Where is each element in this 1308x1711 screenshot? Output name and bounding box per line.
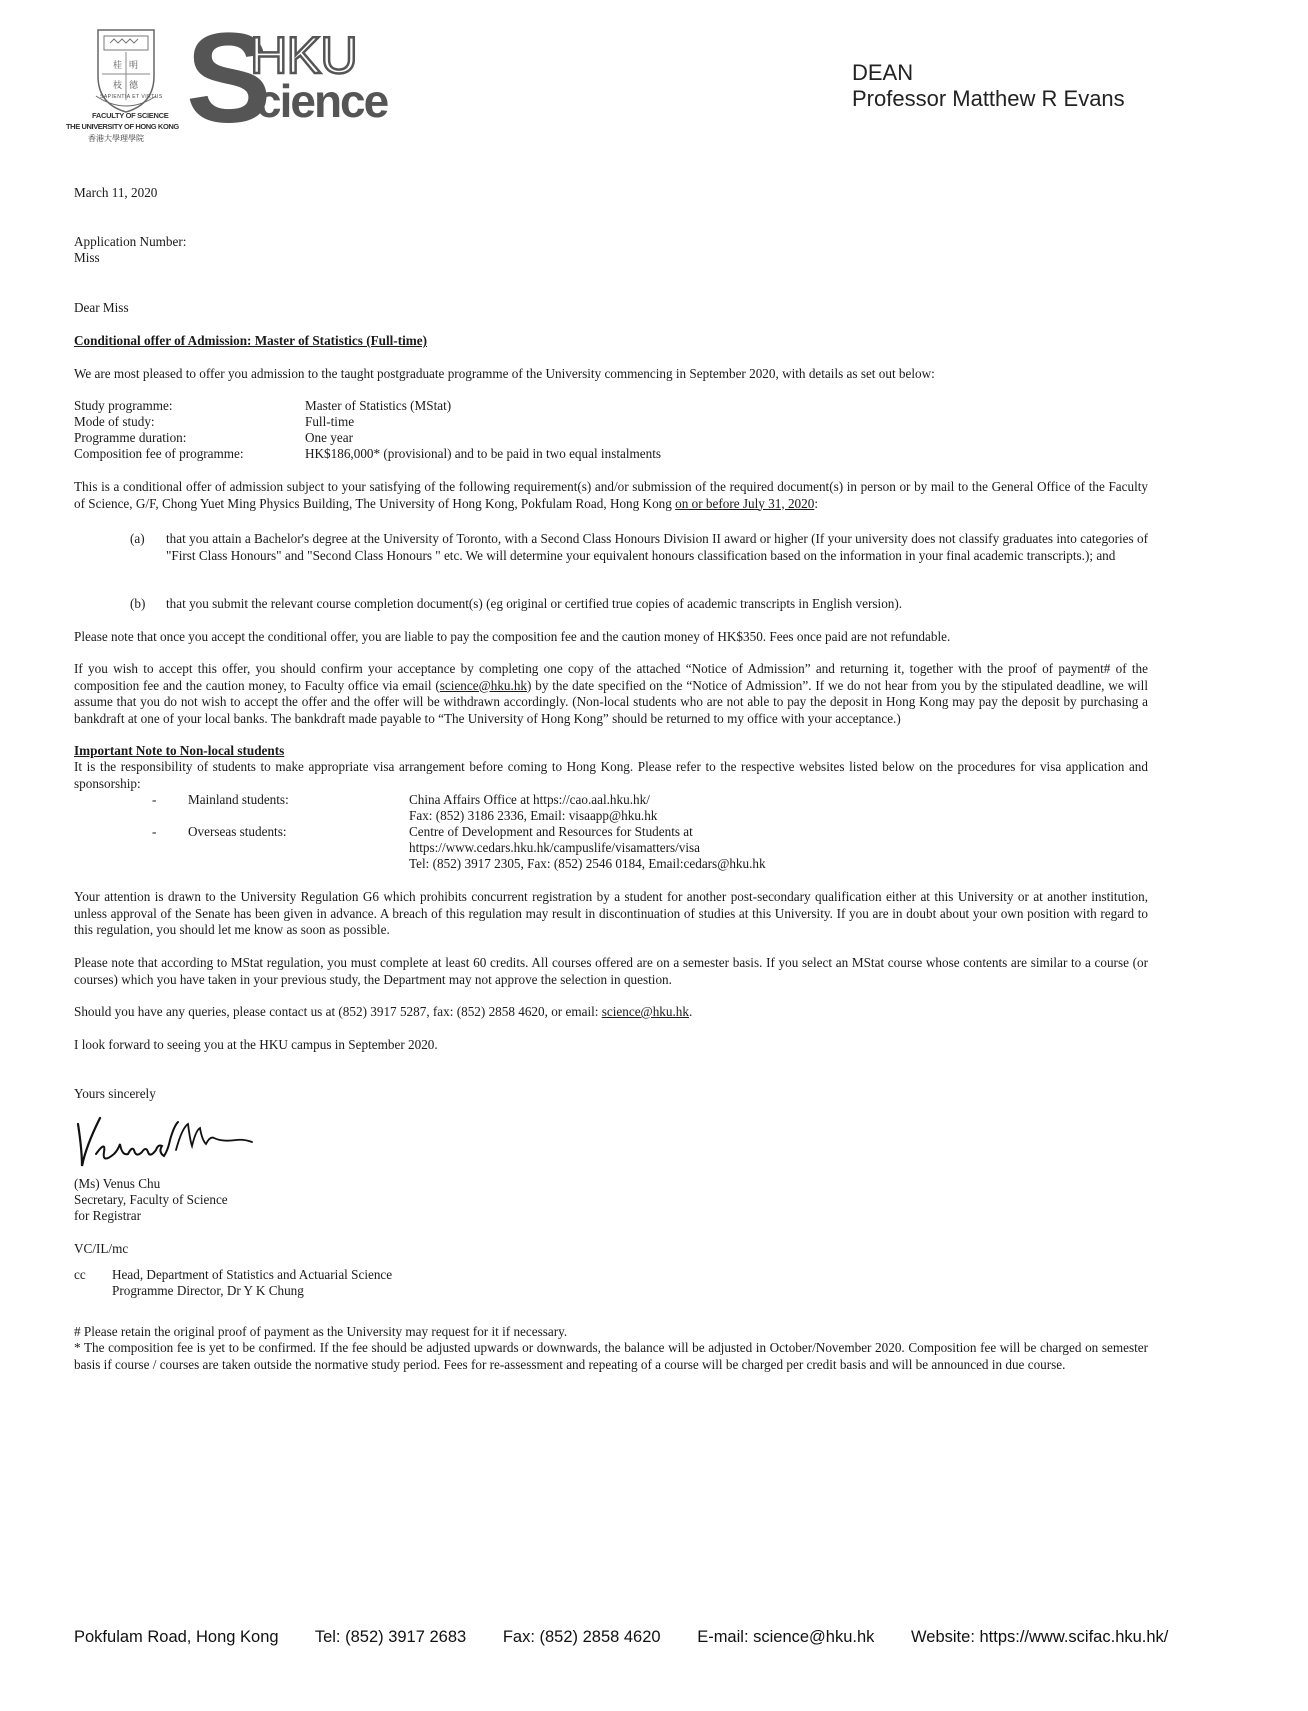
- crest-icon: [66, 26, 186, 116]
- crest-caption-university: THE UNIVERSITY OF HONG KONG: [66, 122, 179, 131]
- logo-big-s: S: [186, 7, 272, 150]
- visa-dash: -: [152, 792, 157, 807]
- salutation: Dear Miss: [74, 300, 129, 315]
- detail-value: Full-time: [305, 414, 355, 429]
- footer-website: Website: https://www.scifac.hku.hk/: [911, 1628, 1169, 1646]
- detail-value: HK$186,000* (provisional) and to be paid in two equal instalments: [305, 446, 662, 461]
- crest-motto: SAPIENTIA ET VIRTUS: [100, 94, 163, 100]
- dean-title: DEAN: [852, 60, 914, 85]
- visa-label-overseas: Overseas students:: [188, 824, 287, 839]
- nonlocal-text: It is the responsibility of students to make appropriate visa arrangement before coming to Hong Kong. Please refer to the respective websites listed below on the procedures for visa application and sponsorship:: [74, 759, 1148, 791]
- condition-intro: This is a conditional offer of admission subject to your satisfying of the following requirement(s) and/or submission of the required document(s) in person or by mail to the General Office of the Faculty of Science, G/F, Chong Yuet Ming Physics Building, The University of Hong Kong, Pokfulam Road, Hong Kong on or before July 31, 2020:: [74, 479, 1148, 511]
- nonlocal-heading: Important Note to Non-local students: [74, 743, 285, 758]
- dean-block: [852, 60, 1125, 112]
- sign-off: Yours sincerely: [74, 1086, 156, 1101]
- footnote-hash: # Please retain the original proof of payment as the University may request for it if necessary.: [74, 1324, 568, 1339]
- visa-line: Centre of Development and Resources for Students at: [409, 824, 693, 839]
- visa-label-mainland: Mainland students:: [188, 792, 289, 807]
- svg-text:德: 德: [129, 81, 139, 91]
- faculty-email-link[interactable]: science@hku.hk: [439, 677, 528, 693]
- signatory-name: (Ms) Venus Chu: [74, 1176, 161, 1191]
- svg-text:桂: 桂: [113, 61, 123, 71]
- condition-marker: (b): [130, 596, 146, 611]
- queries-paragraph: Should you have any queries, please contact us at (852) 3917 5287, fax: (852) 2858 4620, or email: science@hku.hk.: [74, 1004, 693, 1019]
- footer-address: Pokfulam Road, Hong Kong: [74, 1628, 279, 1646]
- closing-line: I look forward to seeing you at the HKU campus in September 2020.: [74, 1037, 438, 1052]
- condition-b: that you submit the relevant course completion document(s) (eg original or certified true copies of academic transcripts in English version).: [166, 596, 903, 611]
- hku-science-logo: [186, 7, 416, 150]
- svg-text:明: 明: [129, 61, 139, 71]
- contact-email-link[interactable]: science@hku.hk: [601, 1004, 689, 1019]
- signatory-title: Secretary, Faculty of Science: [74, 1192, 228, 1207]
- crest-caption-faculty: FACULTY OF SCIENCE: [92, 111, 169, 120]
- cc-line: Programme Director, Dr Y K Chung: [112, 1283, 304, 1298]
- recipient: Miss: [74, 250, 100, 265]
- visa-line: Fax: (852) 3186 2336, Email: visaapp@hku.hk: [409, 808, 658, 823]
- cc-line: Head, Department of Statistics and Actuarial Science: [112, 1267, 393, 1282]
- detail-label: Study programme:: [74, 398, 173, 413]
- fee-note: Please note that once you accept the conditional offer, you are liable to pay the composition fee and the caution money of HK$350. Fees once paid are not refundable.: [74, 629, 951, 644]
- letterhead-footer: [74, 1628, 1254, 1647]
- crest-caption-chinese: 香港大學理學院: [88, 134, 144, 143]
- footer-tel: Tel: (852) 3917 2683: [314, 1628, 467, 1646]
- visa-line: China Affairs Office at https://cao.aal.hku.hk/: [409, 792, 650, 807]
- application-number-label: Application Number:: [74, 234, 187, 249]
- credits-paragraph: Please note that according to MStat regulation, you must complete at least 60 credits. All courses offered are on a semester basis. If you select an MStat course whose contents are similar to a course (or courses) which you have taken in your previous study, the Department may not approve the selection in question.: [74, 955, 1148, 987]
- signature-icon: [72, 1110, 262, 1180]
- letter-date: March 11, 2020: [74, 185, 158, 200]
- dean-name: Professor Matthew R Evans: [852, 86, 1125, 111]
- detail-label: Composition fee of programme:: [74, 446, 244, 461]
- visa-line: https://www.cedars.hku.hk/campuslife/visamatters/visa: [409, 840, 701, 855]
- intro-paragraph: We are most pleased to offer you admission to the taught postgraduate programme of the University commencing in September 2020, with details as set out below:: [74, 366, 935, 381]
- logo-science: cience: [256, 75, 388, 127]
- condition-a: that you attain a Bachelor's degree at the University of Toronto, with a Second Class Honours Division II award or higher (If your university does not classify graduates into categories of "First Class Honours" and "Second Class Honours " etc. We will determine your equivalent honours classification based on the information in your final academic transcripts.); and: [166, 531, 1148, 563]
- footnote-star: * The composition fee is yet to be confirmed. If the fee should be adjusted upwards or downwards, the balance will be adjusted in October/November 2020. Composition fee will be charged on semester basis if course / courses are taken outside the normative study period. Fees for re-assessment and repeating of a course will be charged per credit basis and will be announced in due course.: [74, 1340, 1148, 1372]
- detail-label: Programme duration:: [74, 430, 187, 445]
- detail-label: Mode of study:: [74, 414, 155, 429]
- condition-marker: (a): [130, 531, 145, 546]
- footer-fax: Fax: (852) 2858 4620: [502, 1628, 661, 1646]
- svg-text:枝: 枝: [113, 81, 123, 91]
- footer-email: E-mail: science@hku.hk: [697, 1628, 875, 1646]
- regulation-paragraph: Your attention is drawn to the University Regulation G6 which prohibits concurrent registration by a student for another post-secondary qualification either at this University or at another institution, unless approval of the Senate has been given in advance. A breach of this regulation may result in discontinuation of studies at this University. If you are in doubt about your own position with regard to this regulation, you should let me know as soon as possible.: [74, 889, 1148, 937]
- letter-subject: Conditional offer of Admission: Master of Statistics (Full-time): [74, 333, 427, 348]
- reference-code: VC/IL/mc: [74, 1241, 129, 1256]
- visa-line: Tel: (852) 3917 2305, Fax: (852) 2546 0184, Email:cedars@hku.hk: [409, 856, 766, 871]
- acceptance-paragraph: If you wish to accept this offer, you should confirm your acceptance by completing one copy of the attached “Notice of Admission” and returning it, together with the proof of payment# of the composition fee and the caution money, to Faculty office via email (science@hku.hk) by the date specified on the “Notice of Admission”. If we do not hear from you by the stipulated deadline, we will assume that you do not wish to accept the offer and the offer will be withdrawn accordingly. (Non-local students who are not able to pay the deposit in Hong Kong may pay the deposit by purchasing a bankdraft at one of your local banks. The bankdraft made payable to “The University of Hong Kong” should be returned to my office with your acceptance.): [74, 661, 1149, 726]
- detail-value: Master of Statistics (MStat): [305, 398, 452, 413]
- signatory-for: for Registrar: [74, 1208, 142, 1223]
- visa-dash: -: [152, 824, 157, 839]
- cc-label: cc: [74, 1267, 86, 1282]
- logo-hku: HKU: [250, 27, 357, 85]
- hku-crest: [66, 26, 186, 166]
- detail-value: One year: [305, 430, 353, 445]
- deadline: on or before July 31, 2020: [675, 495, 815, 511]
